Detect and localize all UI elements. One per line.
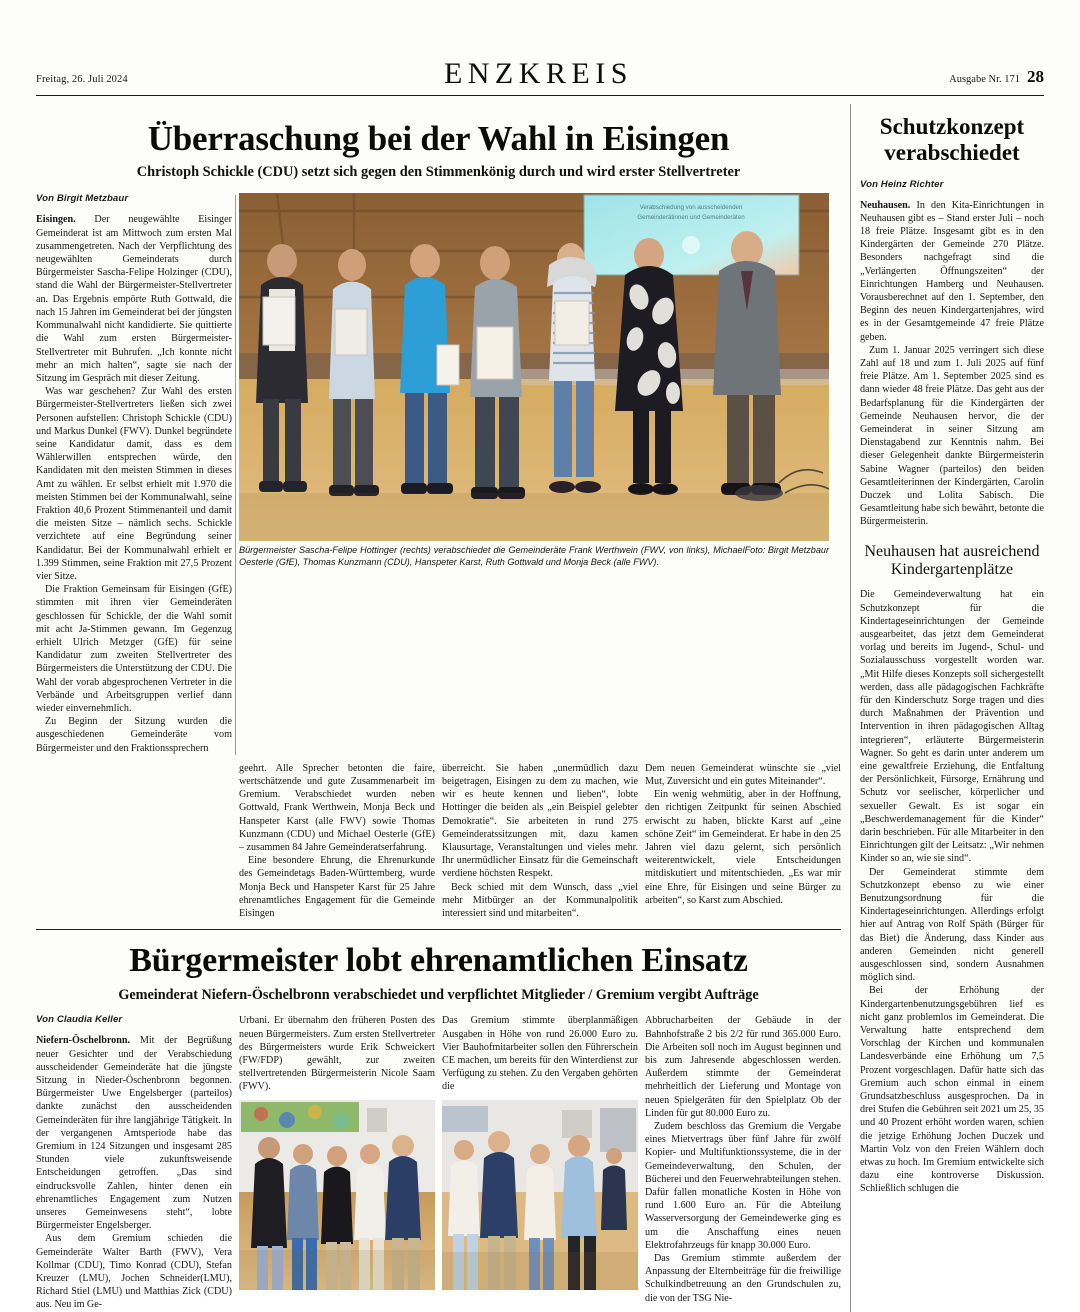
article-niefern-subhead: Gemeinderat Niefern-Öschelbronn verabschiedet und verpflichtet Mitglieder / Gremium vergibt Aufträge [118,987,759,1004]
svg-text:Verabschiedung von ausscheiden: Verabschiedung von ausscheidenden [639,204,743,212]
article-niefern-col-2 [239,1014,435,1311]
paragraph: Was war geschehen? Zur Wahl des ersten Bürgermeister-Stellvertreters ließen sich zwei Personen aufstellen: Christoph Schickle (CDU) und Markus Dunkel (FWV). Dunkel begründete seine Kandidatur damit, dass es dem Wählerwillen entsprechen würde, den Kandidaten mit den meisten Stimmen in dieses Amt zu wählen. Er selbst erhielt mit 1.970 die meisten Stimmen bei der Kommunalwahl, seine Fraktion 40,6 Prozent Stimmenanteil und damit die meisten Sitze – nämlich sechs. Schickle verzichtete auf eine Begründung seiner Kandidatur. Bei der Kommunalwahl erhielt er 1.399 Stimmen, seine Fraktion mit 27,5 Prozent vier Sitze. [36,386,232,582]
paragraph: geehrt. Alle Sprecher betonten die faire, wertschätzende und gute Zusammenarbeit im Gremium. Verabschiedet wurden neben Gottwald, Frank Werthwein, Monja Beck und Hanspeter Karst (alle FWV) sowie Thomas Kunzmann (CDU) und Michael Oesterle (GfE) – zusammen 84 Jahre Gemeinderatserfahrung. [239,762,435,854]
paragraph: Bei der Erhöhung der Kindergartenbenutzungsgebühren lief es nicht ganz problemlos im Gemeinderat. Die Verwaltung hatte entsprechend dem Vorschlag der Kirchen und kommunalen Landesverbände eine Erhöhung um 7,5 Prozent vorgeschlagen. Dafür hatte sich das Gremium auch schon einmal in einem Grundsatzbeschluss ausgesprochen. Da in drei Stufen die Gebühren seit 2021 um 25, 35 und 40 Prozent erhöht worden waren, schien die jetzige Erhöhung Jochen Duczek und Martin Volz von den Freien Wählern doch etwas zu hoch. Im Gremium entwickelte sich dazu eine kontroverse Diskussion. Schließlich schlugen die [859,985,1044,1195]
paragraph-text: Mit der Begrüßung neuer Gesichter und der Verabschiedung ausscheidender Gemeinderäte hat die jüngste Sitzung in Nieder-Öschenbronn begonnen. Bürgermeister Uwe Engelsberger (parteilos) dankte zunächst den ausscheidenden Gemeinderäten für ihre langjährige Tätigkeit. In der vergangenen Amtsperiode habe das Gremium in 124 Sitzungen und insgesamt 285 Stunden viele zukunftsweisende Entscheidungen getroffen. „Das sind eindrucksvolle Zahlen, hinter denen ein ehrenamtliches Engagement zum Nutzen unseres Gemeinwesens steht“, lobte Bürgermeister Engelsberger. [36,1035,232,1232]
paragraph: Urbani. Er übernahm den früheren Posten des neuen Bürgermeisters. Zum ersten Stellvertreter des Bürgermeisters wurde Erik Schweickert (FW/FDP) gewählt, zur zweiten stellvertretenden Bürgermeisterin Nicole Saam (FWV). [239,1015,435,1093]
paragraph: Beck schied mit dem Wunsch, dass „viel mehr Mitbürger an der Kommunalpolitik interessiert sind und mitarbeiten“. [442,881,638,920]
paragraph-text: Der neugewählte Eisinger Gemeinderat ist am Mittwoch zum ersten Mal zusammengetreten. Nach der Verpflichtung des neugewählten Gemeinderats durch Bürgermeister Sascha-Felipe Holzinger (CDU), stand die Wahl der Bürgermeister-Stellvertreter an. Das Ergebnis empörte Ruth Gottwald, die nach 15 Jahren im Gemeinderat bei der jüngsten Kommunalwahl nicht kandidierte. Sie quittierte die Wahl zum ersten Bürgermeister-Stellvertreter mit Buhrufen. „Ich konnte nicht mehr an mich halten“, sagte sie nach der Sitzung im Gespräch mit dieser Zeitung. [36,214,232,384]
photo-caption-text: Bürgermeister Sascha-Felipe Hottinger (rechts) verabschiedet die Gemeinderäte Frank Werthwein (FWV, von links), Michael Oesterle (GfE), Thomas Kunzmann (CDU), Hanspeter Karst, Ruth Gottwald und Monja Beck (alle FWV). [239,545,745,567]
masthead-issue: Ausgabe Nr. 171 [949,74,1020,85]
photo-caption-eisingen [239,545,829,568]
article-eisingen-byline: Von Birgit Metzbaur [36,193,129,205]
paragraph [36,1034,232,1232]
photo-gemeinderat-eisingen [239,193,829,541]
article-niefern-col-4 [645,1014,841,1311]
paragraph [860,199,1044,344]
paragraph: Das Gremium stimmte außerdem der Anpassung der Elternbeiträge für die freiwillige Schulkindbetreuung an den Grundschulen zu, die von der TSG Nie- [645,1253,841,1304]
main-side-divider [850,104,851,1312]
article-eisingen-col-3 [442,762,638,920]
masthead-right [949,67,1044,87]
article-eisingen-col-1 [36,193,232,754]
paragraph: Die Fraktion Gemeinsam für Eisingen (GfE) stimmten mit ihren vier Gemeinderäten geschlossen für Schickle, der die Wahl somit mit acht Ja-Stimmen gewann. Im Gegenzug erhielt Ulrich Metzger (GfE) für seine Kandidatur zum zweiten Stellvertreter des Bürgermeisters die Unterstützung der CDU. Die Wahl der vorab abgesprochenen Vertreter in die Verbände und Arbeitsgruppen verlief dann wieder einvernehmlich. [36,584,232,714]
paragraph: Abbrucharbeiten der Gebäude in der Bahnhofstraße 2 bis 2/2 für rund 365.000 Euro. Die Arbeiten soll noch im August beginnen und bis zum Jahresende abgeschlossen werden. Außerdem stimmte der Gemeinderat mehrheitlich der Lieferung und Montage von neuen Spielgeräten für den Spielplatz Ob der Linden für gut 80.000 Euro zu. [645,1015,841,1119]
column-divider [235,195,236,754]
lead-town: Eisingen. [36,214,76,226]
article-neuhausen [860,114,1044,1196]
side-zone [860,96,1044,1312]
photo-block-niefern-right [442,1100,638,1290]
paragraph: Dem neuen Gemeinderat wünschte sie „viel Mut, Zuversicht und ein gutes Miteinander“. [645,762,841,787]
paragraph [36,213,232,385]
article-eisingen-top-flow [36,193,841,754]
page-body [36,96,1044,1312]
article-niefern-col-3 [442,1014,638,1311]
paragraph: Aus dem Gremium schieden die Gemeinderäte Walter Barth (FWV), Vera Kollmar (CDU), Timo Konrad (CDU), Stefan Kreuzer (LMU), Jochen Schneider(LMU), Richard Stiel (LMU) und Matthias Zick (CDU) aus. Neu im Ge- [36,1233,232,1311]
article-niefern [36,942,841,1311]
paragraph: Der Gemeinderat stimmte dem Schutzkonzept ebenso zu wie einer Benutzungsordnung für die Kindertageseinrichtungen. Allerdings erfolgt hier auf Antrag von Rolf Späth (Bürger für das Biet) die Änderung, dass Kinder aus anderen Gemeinden nicht generell ausgeschlossen sind, sondern Ausnahmen möglich sind. [859,866,1044,984]
article-niefern-byline: Von Claudia Keller [36,1014,123,1026]
article-eisingen-headline: Überraschung bei der Wahl in Eisingen [147,119,730,158]
article-eisingen [36,119,841,920]
article-eisingen-col-4 [645,762,841,920]
paragraph: Eine besondere Ehrung, die Ehrenurkunde des Gemeindetags Baden-Württemberg, wurde Monja Beck und Hanspeter Karst für 25 Jahre ehrenamtliches Engagement für die Gemeinde Eisingen [239,855,435,920]
photo-block-eisingen [239,193,829,568]
paragraph: Die Gemeindeverwaltung hat ein Schutzkonzept für die Kindertageseinrichtungen der Gemeinde ausgearbeitet, das jetzt dem Gemeinderat vorlag und bereits im Jugend-, Schul- und Sozialausschuss vorgestellt worden war. „Mit Hilfe dieses Konzepts soll sichergestellt werden, dass alle pädagogischen Fachkräfte für den Kinderschutz Sorge tragen und dies durch Maßnahmen der Prävention und Intervention in ihren pädagogischen Alltag integrieren“, erläuterte Bürgermeisterin Wagner. So geht es darin unter anderem um eine gewaltfreie Erziehung, die Entfaltung der Persönlichkeit, Fürsorge, Ernährung und Schutz vor seelischer, körperlicher und sexueller Gewalt. Es ist sogar ein „Beschwerdemanagement für die Kinder“ darin beschrieben. Für alle Mitarbeiter in den Einrichtungen gilt der Leitsatz: „Wir nehmen Kinder so an, wie sie sind“. [859,589,1044,865]
main-zone [36,96,841,1312]
article-neuhausen-byline: Von Heinz Richter [859,178,944,190]
article-niefern-col-1 [36,1014,232,1311]
masthead-date: Freitag, 26. Juli 2024 [36,74,128,85]
paragraph: überreicht. Sie haben „unermüdlich dazu beigetragen, Eisingen zu dem zu machen, wie wir es heute kennen und lieben“, lobte Hottinger die beiden als „ein Beispiel gelebter Demokratie“. Sie arbeiteten in rund 275 Gemeinderatssitzungen mit, dazu kamen Klausurtage, Veranstaltungen und vieles mehr. Ihr unermüdlicher Einsatz für die Gemeinschaft verdiene höchsten Respekt. [442,762,638,880]
article-separator-rule [36,929,841,930]
article-neuhausen-headline: Schutzkonzept verabschiedet [879,114,1025,165]
photo-credit: Foto: Birgit Metzbaur [744,545,829,556]
article-neuhausen-subhead: Neuhausen hat ausreichend Kindergartenplätze [864,542,1040,579]
paragraph: Zudem beschloss das Gremium die Vergabe eines Mietvertrags über fünf Jahre für zwölf Kopier- und Multifunktionssysteme, die in der Gemeindeverwaltung, den Schulen, der Bücherei und den Feuerwehrabteilungen stehen. Dafür fallen monatliche Kosten in Höhe von rund 1.600 Euro an. Für die Abteilung Wasserversorgung der Gemeindewerke ging es um die Anschaffung eines neuen Elektrofahrzeugs für knapp 30.000 Euro. [645,1120,841,1251]
photo-block-niefern-left [239,1100,435,1290]
paragraph: Ein wenig wehmütig, aber in der Hoffnung, den richtigen Zeitpunkt für seinen Abschied erwischt zu haben, blickte Karst auf „eine schöne Zeit“ im Gemeinderat. Er habe in den 25 Jahren viel dazu gelernt, sich persönlich weiterentwickelt, viele Entscheidungen mitdiskutiert und mitentschieden. „Es war mir eine Ehre, für Eisingen und seine Bürger zu arbeiten“, so Karst zum Abschied. [645,789,841,906]
paragraph-text: In den Kita-Einrichtungen in Neuhausen gibt es – Stand erster Juli – noch 18 freie Plätze. Insgesamt gibt es in den Kindergärten der Gemeinde 270 Plätze. Besonders nachgefragt sind die „Verlängerten Öffnungszeiten“ der Einrichtungen Hamberg und Neuhausen. Vorausberechnet auf den 1. September, den Beginn des neuen Kindergartenjahres, wird es in der Gesamtgemeinde 47 freie Plätze geben. [859,199,1044,343]
article-eisingen-col-2 [239,762,435,920]
masthead-page-number: 28 [1027,67,1044,86]
article-niefern-headline: Bürgermeister lobt ehrenamtlichen Einsatz [129,942,748,980]
paragraph: Zu Beginn der Sitzung wurden die ausgeschiedenen Gemeinderäte vom Bürgermeister und den Fraktionssprechern [36,716,232,754]
paragraph: Zum 1. Januar 2025 verringert sich diese Zahl auf 18 und zum 1. Juli 2025 auf fünf freie Plätze. Am 1. September 2025 sind es dann wieder 48 freie Plätze. Das geht aus der Bedarfsplanung für die Kindergärten der Gemeinde Neuhausen hervor, die der Gemeinderat in seiner Sitzung am Dienstagabend zur Kenntnis nahm. Bei dieser Gelegenheit dankte Bürgermeisterin Sabine Wagner (parteilos) den beiden Gesamtleiterinnen der Kindergärten, Carolin Duczek und Lolita Sabisch. Die Gesamtleitung habe sich bewährt, betonte die Bürgermeisterin. [859,344,1044,528]
photo-gemeinderat-niefern-right [442,1100,638,1290]
masthead-title: ENZKREIS [443,57,633,90]
masthead [36,0,1044,95]
article-niefern-columns [36,1014,841,1311]
paragraph: Das Gremium stimmte überplanmäßigen Ausgaben in Höhe von rund 26.000 Euro zu. Vier Bauhofmitarbeiter sollen den Führerschein CE machen, um bereits für den Winterdienst zur Verfügung zu stehen. Zu den Vergaben gehörten die [442,1015,638,1093]
svg-text:Gemeinderätinnen und Gemeinder: Gemeinderätinnen und Gemeinderäten [637,214,745,222]
photo-gemeinderat-niefern-left [239,1100,435,1290]
lead-town: Niefern-Öschelbronn. [36,1035,131,1047]
lead-town: Neuhausen. [859,199,911,211]
article-eisingen-continuation [36,762,841,920]
article-eisingen-subhead: Christoph Schickle (CDU) setzt sich gegen den Stimmenkönig durch und wird erster Stellvertreter [136,164,741,181]
